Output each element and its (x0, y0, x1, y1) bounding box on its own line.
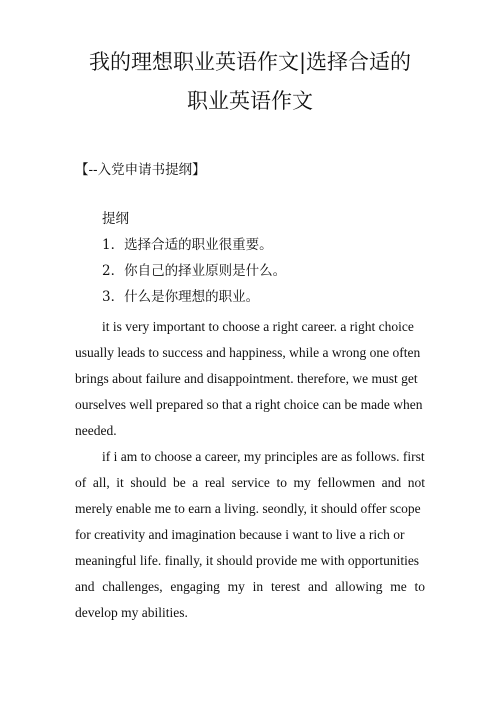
outline-header: 【--入党申请书提纲】 (75, 162, 206, 178)
para1-line-2: usually leads to success and happiness, while a wrong one often (75, 345, 421, 360)
para2-line-6: and challenges, engaging my in terest and allowing me to (75, 579, 425, 594)
title-line-1: 我的理想职业英语作文|选择合适的 (88, 50, 412, 74)
outline-item-2: 2．你自己的择业原则是什么。 (102, 263, 287, 279)
para2-line-1: if i am to choose a career, my principles are as follows. first (102, 449, 425, 464)
para2-line-4: for creativity and imagination because i want to live a rich or (75, 527, 405, 542)
outline-item-3: 3．什么是你理想的职业。 (102, 289, 260, 305)
para2-line-5: meaningful life. finally, it should provide me with opportunities (75, 553, 420, 568)
para1-line-1: it is very important to choose a right career. a right choice (102, 319, 414, 334)
outline-item-1: 1．选择合适的职业很重要。 (102, 237, 273, 253)
para1-line-3: brings about failure and disappointment. therefore, we must get (75, 371, 418, 386)
para2-line-2: of all, it should be a real service to my fellowmen and not (75, 475, 425, 490)
para1-line-5: needed. (75, 423, 117, 438)
para2-line-3: merely enable me to earn a living. seondly, it should offer scope (75, 501, 421, 516)
para1-line-4: ourselves well prepared so that a right choice can be made when (75, 397, 423, 412)
title-line-2: 职业英语作文 (187, 89, 313, 113)
outline-label: 提纲 (102, 211, 129, 227)
para2-line-7: develop my abilities. (75, 605, 188, 620)
